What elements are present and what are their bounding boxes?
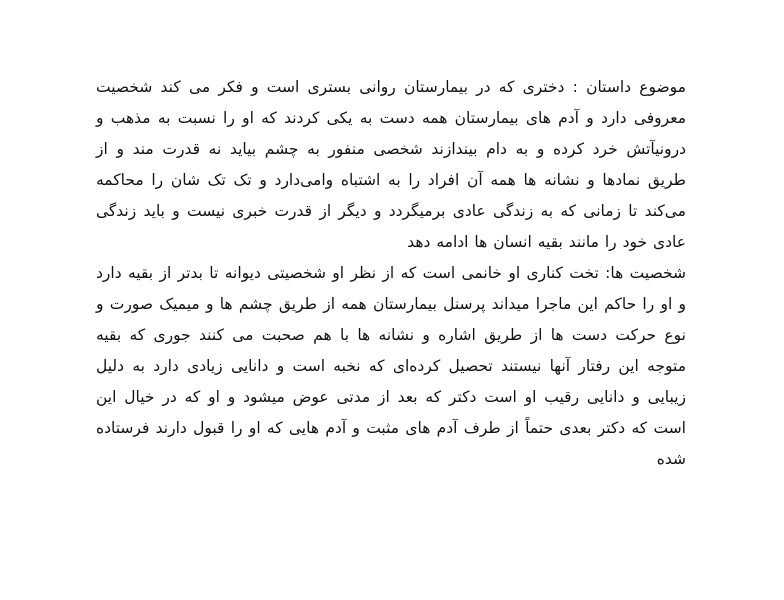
story-text-block (96, 72, 686, 475)
story-topic-paragraph: موضوع داستان : دختری که در بیمارستان روانی بستری است و فکر می کند شخصیت معروفی دارد و آدم های بیمارستان همه دست به یکی کردند که او را نسبت به مذهب و درونیآتش خرد کرده و به دام بیندازند شخصی منفور به چشم بیاید نه قدرت مند و از طریق نمادها و نشانه ها همه آن افراد را به اشتباه وامی‌دارد و تک تک شان را محاکمه می‌کند تا زمانی که به زندگی عادی برمیگردد و دیگر از قدرت خبری نیست و باید زندگی عادی خود را مانند بقیه انسان ها ادامه دهد (96, 78, 686, 251)
characters-paragraph: شخصیت ها: تخت کناری او خانمی است که از نظر او شخصیتی دیوانه تا بدتر از بقیه دارد و او را حاکم این ماجرا میداند پرسنل بیمارستان همه از طریق چشم ها و میمیک صورت و نوع حرکت دست ها از طریق اشاره و نشانه ها با هم صحبت می کنند جوری که بقیه متوجه این رفتار آنها نیستند تحصیل کرده‌ای که نخبه است و دانایی زیادی دارد به دلیل زیبایی و دانایی رقیب او است دکتر که بعد از مدتی عوض میشود و او که در خیال این است که دکتر بعدی حتماً از طرف آدم های مثبت و آدم هایی که او را قبول دارند فرستاده شده (96, 264, 686, 468)
